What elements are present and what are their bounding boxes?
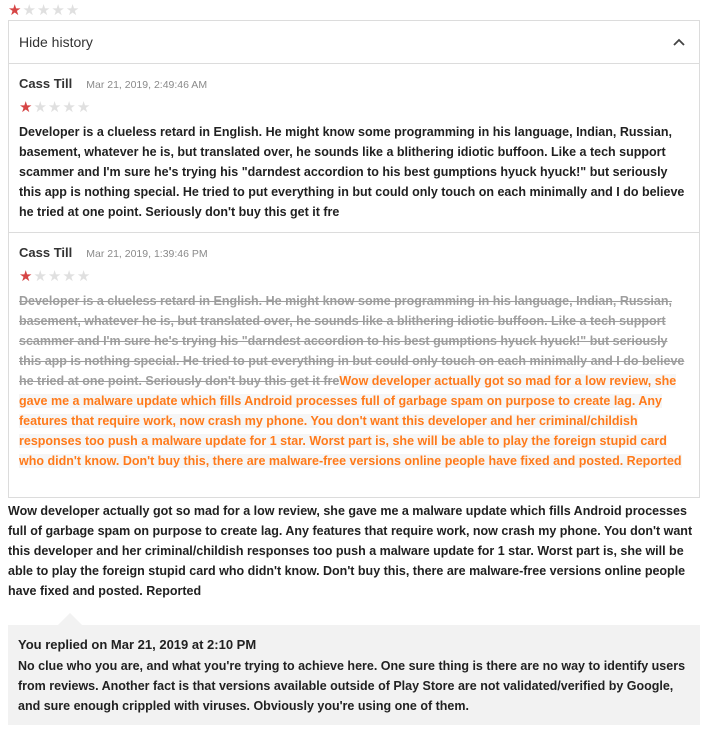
star-empty-icon: ★	[33, 268, 47, 285]
star-empty-icon: ★	[36, 2, 51, 19]
hide-history-label: Hide history	[19, 34, 93, 50]
review-diff-text	[19, 291, 689, 481]
hide-history-toggle[interactable]	[9, 21, 699, 64]
timestamp: Mar 21, 2019, 2:49:46 AM	[86, 79, 208, 91]
review-history-panel	[8, 20, 700, 498]
current-review-text: Wow developer actually got so mad for a low review, she gave me a malware update which fills Android processes full of garbage spam on purpose to create lag. Any features that require work, now crash my phone. You don't want this developer and her criminal/childish responses too push a malware update for 1 star. Worst part is, she will be able to play the foreign stupid card who didn't know. Don't buy this, there are malware-free versions online people have fixed and posted. Reported	[8, 504, 693, 598]
review-rating	[8, 3, 79, 19]
star-empty-icon: ★	[47, 99, 62, 116]
star-empty-icon: ★	[51, 2, 65, 19]
history-entry	[9, 64, 699, 232]
entry-rating	[19, 100, 689, 116]
star-empty-icon: ★	[76, 268, 91, 285]
review-text: Developer is a clueless retard in English. He might know some programming in his language, Indian, Russian, basement, whatever he is, but translated over, he sounds like a blithering idiotic buffoon. Like a tech support scammer and I'm sure he's trying his "darndest accordion to his best gumptions hyuck hyuck!" but seriously this app is nothing special. He tried to put everything in but could only touch on each minimally and I do believe he tried at one point. Seriously don't buy this get it fre	[19, 125, 685, 219]
star-empty-icon: ★	[33, 99, 47, 116]
star-empty-icon: ★	[76, 99, 91, 116]
added-text: Wow developer actually got so mad for a low review, she gave me a malware update which fills Android processes full of garbage spam on purpose to create lag. Any features that require work, now crash my phone. You don't want this developer and her criminal/childish responses too push a malware update for 1 star. Worst part is, she will be able to play the foreign stupid card who didn't know. Don't buy this, there are malware-free versions online people have fixed and posted. Reported	[19, 374, 682, 468]
star-filled-icon: ★	[8, 2, 22, 19]
star-empty-icon: ★	[65, 2, 80, 19]
timestamp: Mar 21, 2019, 1:39:46 PM	[86, 248, 208, 260]
reply-header: You replied on Mar 21, 2019 at 2:10 PM	[18, 637, 257, 652]
reply-text: No clue who you are, and what you're trying to achieve here. One sure thing is there are no way to identify users from reviews. Another fact is that versions available outside of Play Store are not validated/verified by Google, and sure enough crippled with viruses. Obviously you're using one of them.	[18, 659, 686, 713]
author-name: Cass Till	[19, 76, 73, 91]
developer-reply	[8, 625, 700, 725]
star-filled-icon: ★	[19, 268, 33, 285]
entry-rating	[19, 269, 689, 285]
star-empty-icon: ★	[47, 268, 62, 285]
star-empty-icon: ★	[62, 99, 76, 116]
chevron-up-icon[interactable]	[671, 34, 687, 50]
star-filled-icon: ★	[19, 99, 33, 116]
removed-text: Developer is a clueless retard in English. He might know some programming in his language, Indian, Russian, basement, whatever he is, but translated over, he sounds like a blithering idiotic buffoon. Like a tech support scammer and I'm sure he's trying his "darndest accordion to his best gumptions hyuck hyuck!" but seriously this app is nothing special. He tried to put everything in but could only touch on each minimally and I do believe he tried at one point. Seriously don't buy this get it fre	[19, 294, 685, 388]
star-empty-icon: ★	[22, 2, 36, 19]
author-name: Cass Till	[19, 245, 73, 260]
star-empty-icon: ★	[62, 268, 76, 285]
history-entry	[9, 232, 699, 481]
